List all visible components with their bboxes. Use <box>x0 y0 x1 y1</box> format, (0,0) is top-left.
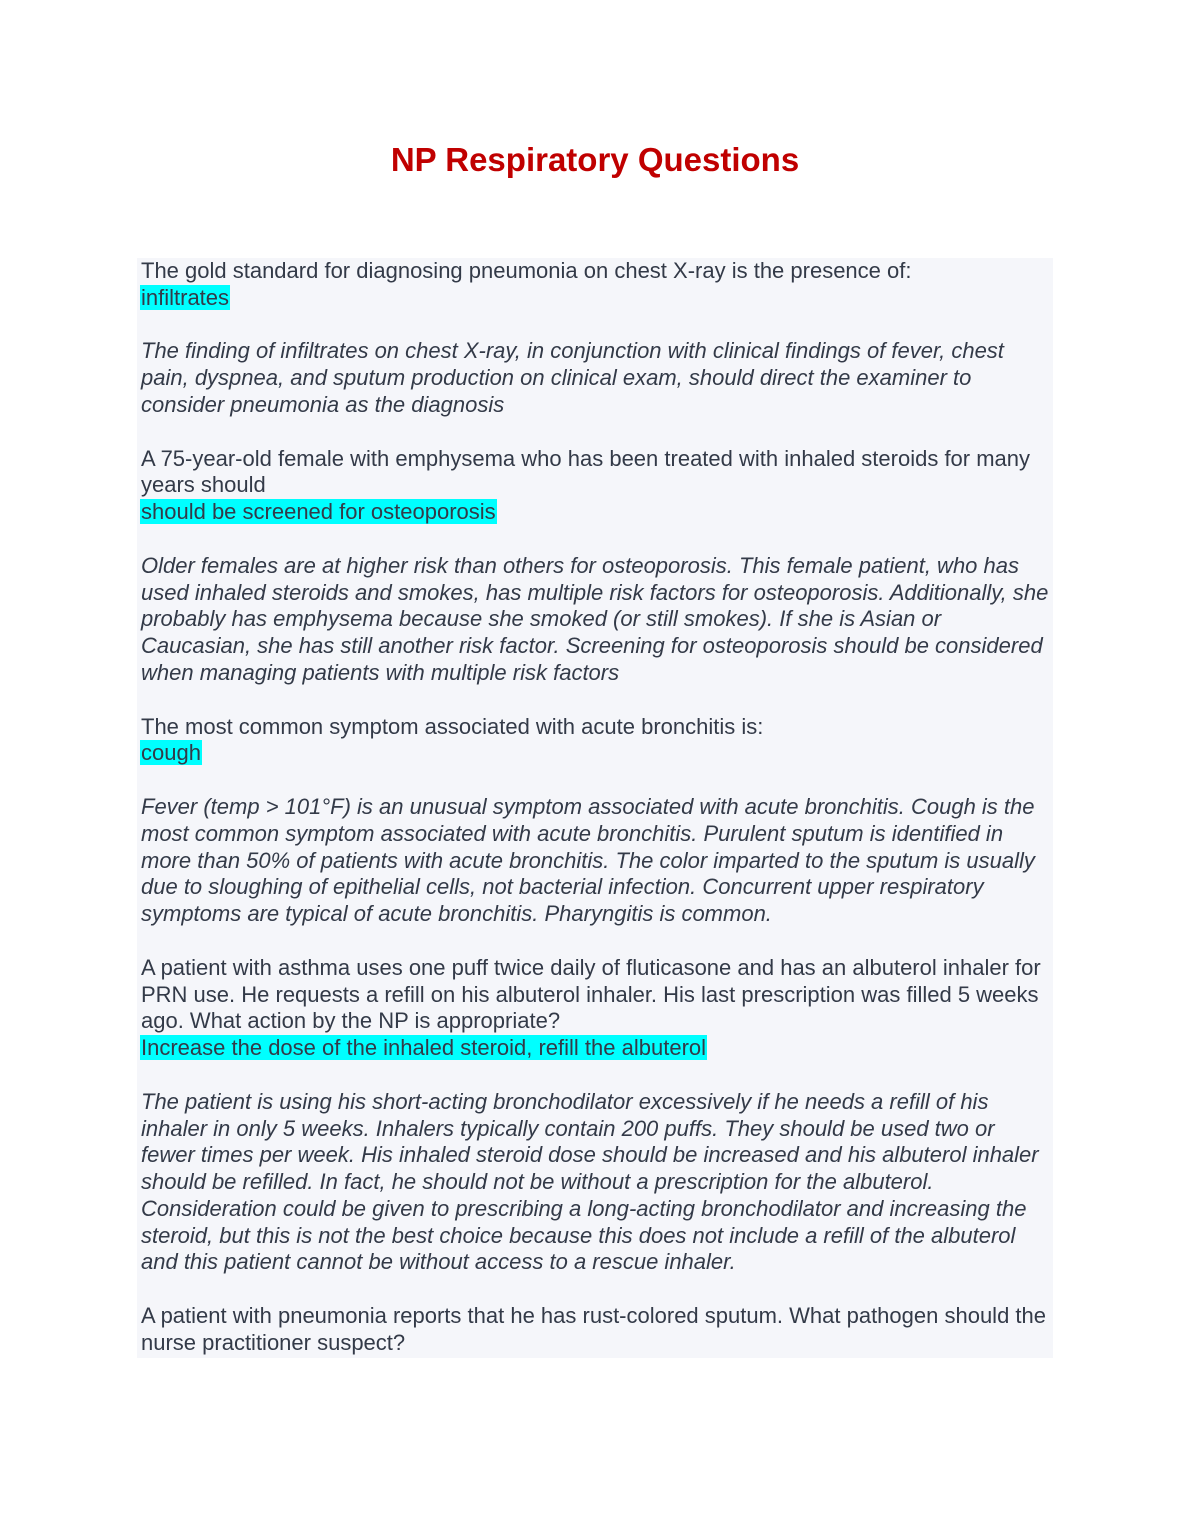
answer-highlight <box>140 285 1053 312</box>
answer-text: Increase the dose of the inhaled steroid, refill the albuterol <box>141 1035 707 1061</box>
rationale-text: Fever (temp > 101°F) is an unusual symptom associated with acute bronchitis. Cough is the most common symptom associated with acute bronchitis. Purulent sputum is identified in more than 50% of patients with acute bronchitis. The color imparted to the sputum is usually due to sloughing of epithelial cells, not bacterial infection. Concurrent upper respiratory symptoms are typical of acute bronchitis. Pharyngitis is common. <box>141 793 1035 927</box>
rationale-text: Older females are at higher risk than others for osteoporosis. This female patient, who has used inhaled steroids and smokes, has multiple risk factors for osteoporosis. Additionally, she probably has emphysema because she smoked (or still smokes). If she is Asian or Caucasian, she has still another risk factor. Screening for osteoporosis should be considered when managing patients with multiple risk factors <box>141 552 1049 685</box>
question-item <box>141 955 1053 1277</box>
answer-text: should be screened for osteoporosis <box>141 499 496 525</box>
answer-highlight <box>140 499 1053 526</box>
answer-text: cough <box>141 740 201 766</box>
question-text: The most common symptom associated with acute bronchitis is: <box>141 713 764 739</box>
rationale-text: The patient is using his short-acting bronchodilator excessively if he needs a refill of his inhaler in only 5 weeks. Inhalers typically contain 200 puffs. They should be used two or fewer times per week. His inhaled steroid dose should be increased and his albuterol inhaler should be refilled. In fact, he should not be without a prescription for the albuterol. Consideration could be given to prescribing a long-acting bronchodilator and increasing the steroid, but this is not the best choice because this does not include a refill of the albuterol and this patient cannot be without access to a rescue inhaler. <box>141 1088 1039 1275</box>
question-item <box>141 1303 1053 1357</box>
question-item <box>141 714 1053 928</box>
answer-highlight <box>140 1035 1053 1062</box>
rationale-text: The finding of infiltrates on chest X-ray, in conjunction with clinical findings of fever, chest pain, dyspnea, and sputum production on clinical exam, should direct the examiner to consider pneumonia as the diagnosis <box>141 338 1004 417</box>
question-item <box>141 446 1053 687</box>
question-text: A 75-year-old female with emphysema who has been treated with inhaled steroids for many years should <box>141 445 1031 498</box>
question-text: A patient with asthma uses one puff twice daily of fluticasone and has an albuterol inhaler for PRN use. He requests a refill on his albuterol inhaler. His last prescription was filled 5 weeks ago. What action by the NP is appropriate? <box>141 954 1041 1034</box>
answer-highlight <box>140 740 1053 767</box>
question-list <box>141 258 1053 1357</box>
answer-text: infiltrates <box>141 284 230 310</box>
question-text: The gold standard for diagnosing pneumonia on chest X-ray is the presence of: <box>141 258 912 283</box>
question-text: A patient with pneumonia reports that he has rust-colored sputum. What pathogen should the nurse practitioner suspect? <box>141 1303 1046 1355</box>
question-item <box>141 258 1053 419</box>
page-title: NP Respiratory Questions <box>390 141 800 178</box>
